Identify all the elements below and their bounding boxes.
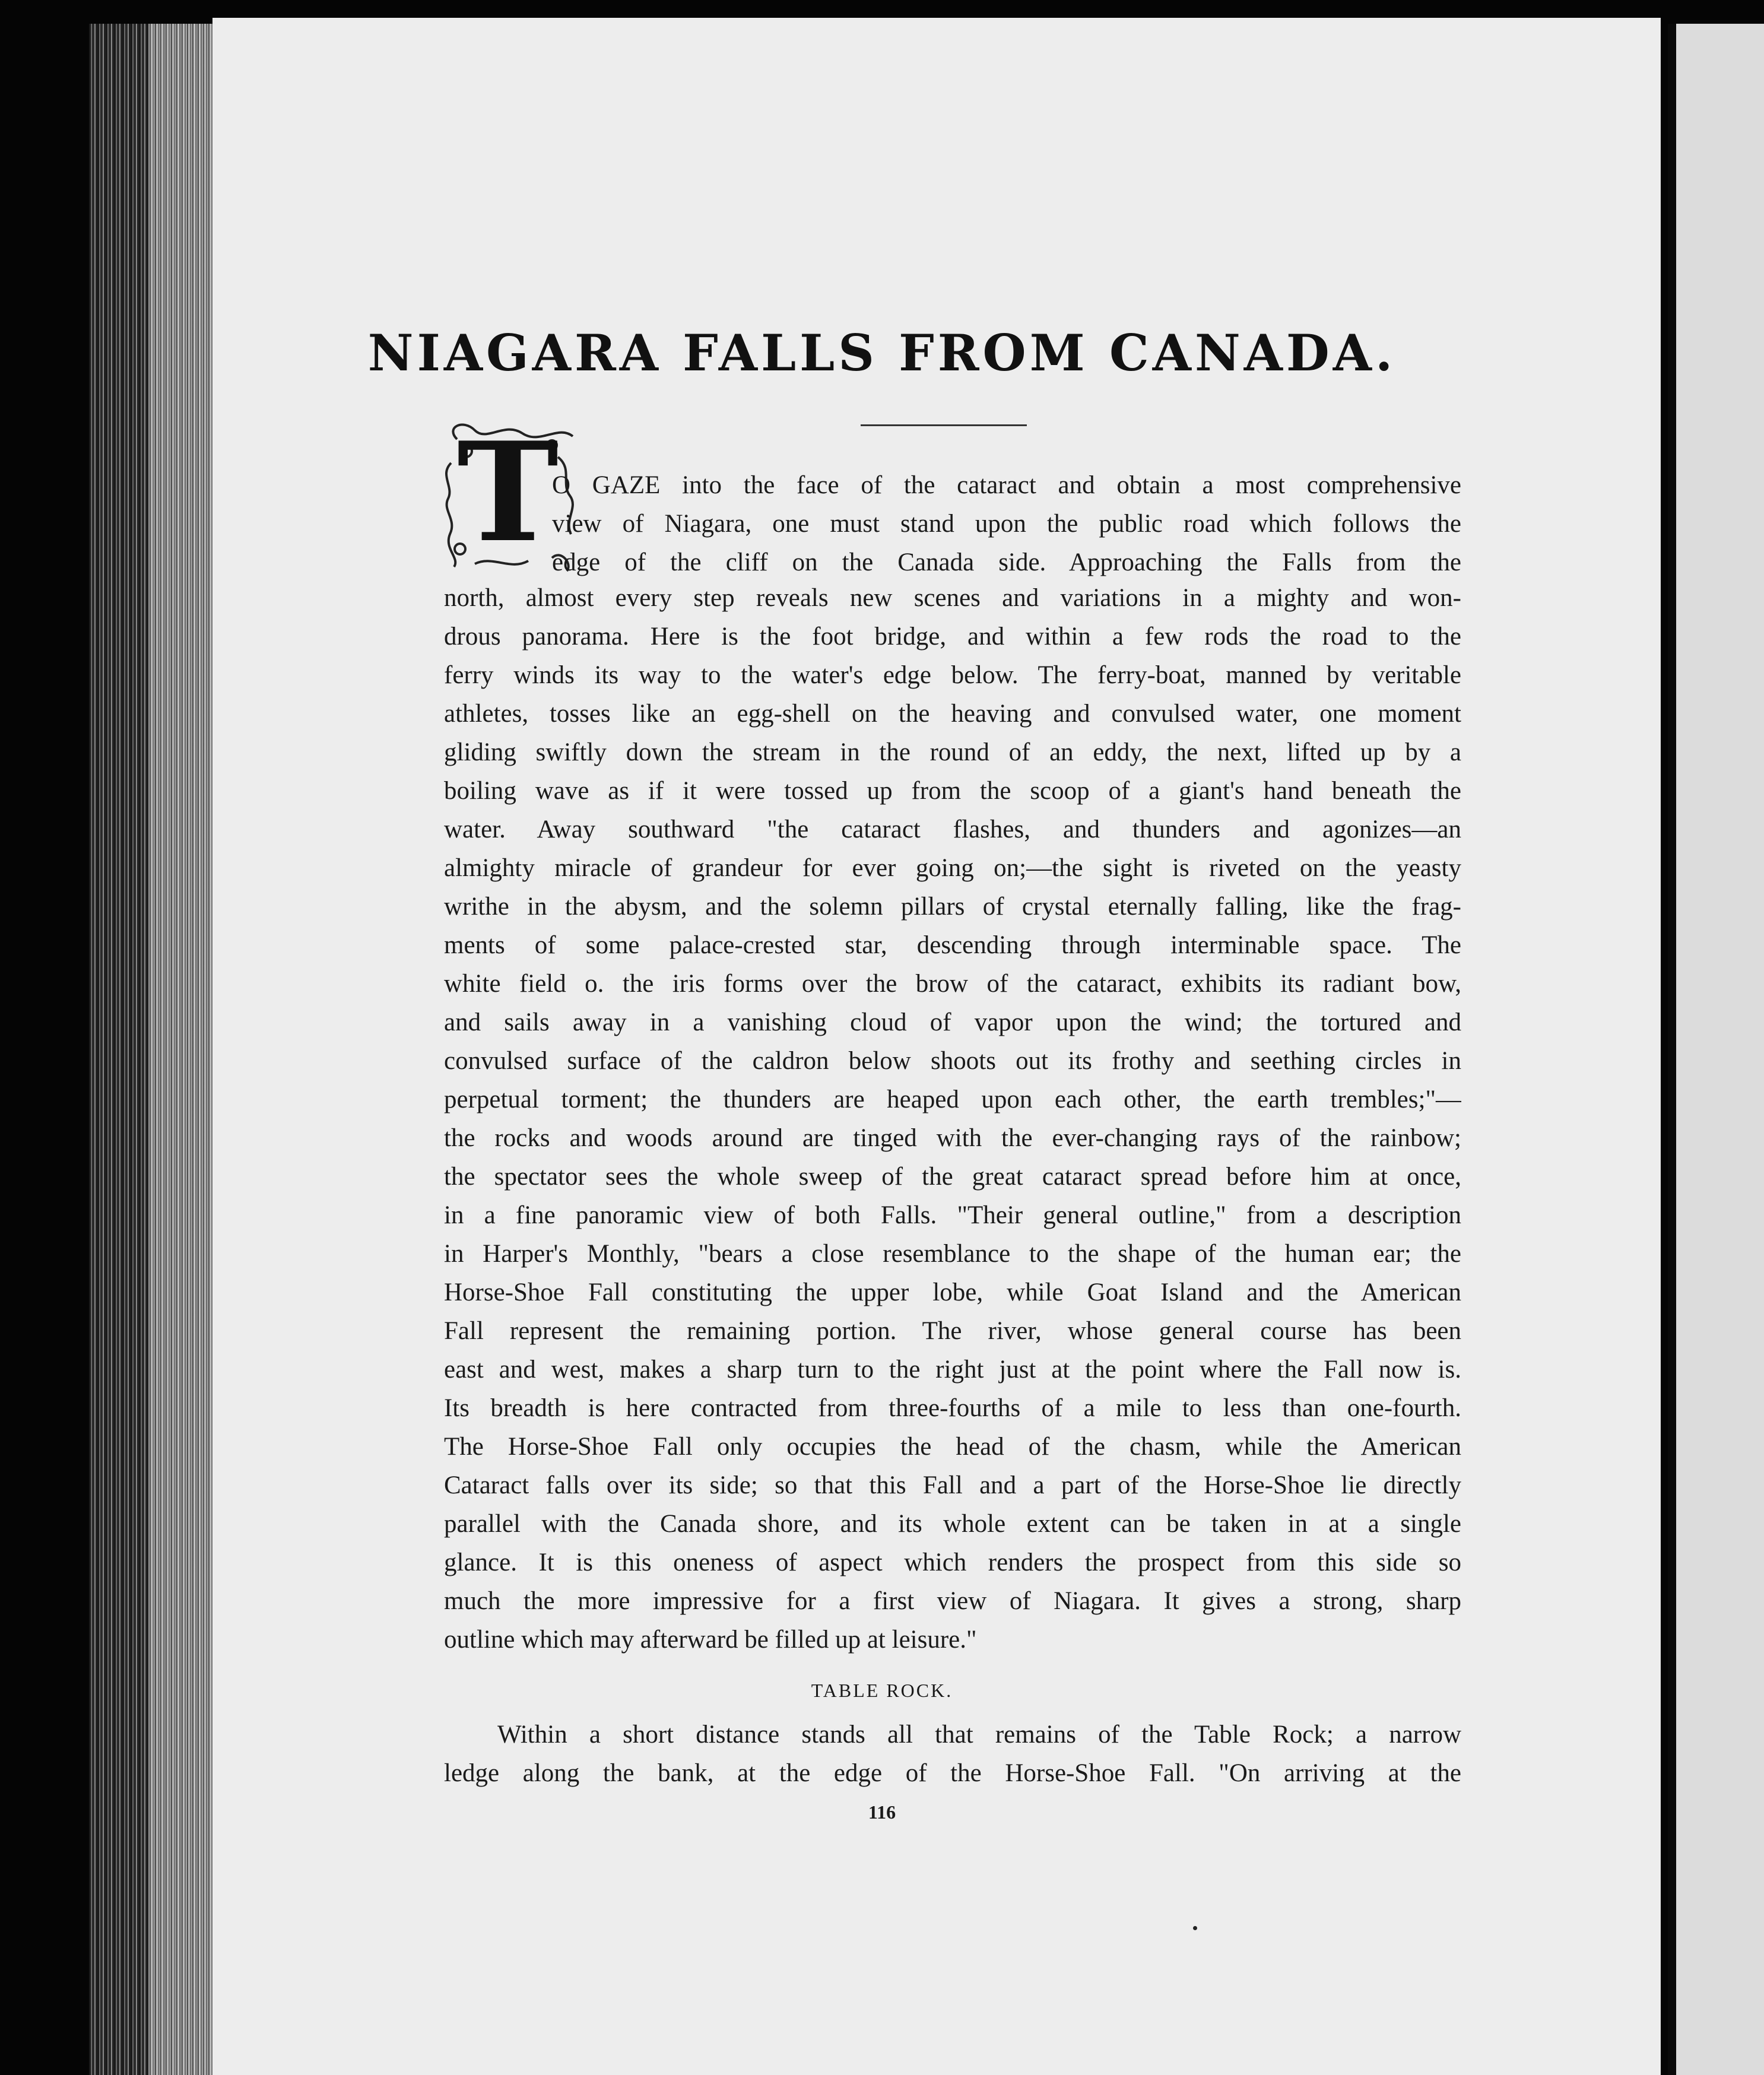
section-paragraph <box>444 1715 1461 1792</box>
text-line: O GAZE into the face of the cataract and obtain a most comprehensive <box>552 471 1461 499</box>
text-line: drous panorama. Here is the foot bridge, and within a few rods the road to the <box>444 623 1461 651</box>
print-speck <box>1193 1926 1197 1930</box>
text-line: and sails away in a vanishing cloud of vapor upon the wind; the tortured and <box>444 1008 1461 1036</box>
text-line: Cataract falls over its side; so that this Fall and a part of the Horse-Shoe lie directly <box>444 1471 1461 1499</box>
opening-lines <box>552 466 1461 582</box>
text-line: almighty miracle of grandeur for ever going on;—the sight is riveted on the yeasty <box>444 854 1461 882</box>
text-line: the spectator sees the whole sweep of the great cataract spread before him at once, <box>444 1163 1461 1191</box>
text-line: view of Niagara, one must stand upon the public road which follows the <box>552 510 1461 538</box>
text-line: the rocks and woods around are tinged with the ever-changing rays of the rainbow; <box>444 1124 1461 1152</box>
section-heading: TABLE ROCK. <box>811 1680 953 1701</box>
text-line: east and west, makes a sharp turn to the right just at the point where the Fall now is. <box>444 1356 1461 1384</box>
text-line: in a fine panoramic view of both Falls. "Their general outline," from a description <box>444 1201 1461 1229</box>
page-title: NIAGARA FALLS FROM CANADA. <box>367 323 1397 382</box>
text-line: writhe in the abysm, and the solemn pillars of crystal eternally falling, like the frag- <box>444 893 1461 921</box>
drop-cap-letter: T <box>457 413 559 573</box>
text-line: perpetual torment; the thunders are heaped upon each other, the earth trembles;"— <box>444 1086 1461 1113</box>
text-line: ledge along the bank, at the edge of the Horse-Shoe Fall. "On arriving at the <box>444 1759 1461 1787</box>
page-number: 116 <box>868 1801 896 1823</box>
text-line: The Horse-Shoe Fall only occupies the head of the chasm, while the American <box>444 1433 1461 1461</box>
text-line: ferry winds its way to the water's edge below. The ferry-boat, manned by veritable <box>444 661 1461 689</box>
text-line: glance. It is this oneness of aspect which renders the prospect from this side so <box>444 1549 1461 1576</box>
main-paragraph <box>444 579 1461 1659</box>
text-line: north, almost every step reveals new scenes and variations in a mighty and won- <box>444 584 1461 612</box>
text-line: Fall represent the remaining portion. The river, whose general course has been <box>444 1317 1461 1345</box>
text-line: water. Away southward "the cataract flashes, and thunders and agonizes—an <box>444 816 1461 843</box>
text-line: Its breadth is here contracted from three-fourths of a mile to less than one-fourth. <box>444 1394 1461 1422</box>
title-divider <box>861 424 1027 426</box>
text-line: outline which may afterward be filled up at leisure." <box>444 1626 977 1654</box>
text-line: edge of the cliff on the Canada side. Approaching the Falls from the <box>552 548 1461 576</box>
text-line: parallel with the Canada shore, and its whole extent can be taken in at a single <box>444 1510 1461 1538</box>
text-line: ments of some palace-crested star, descending through interminable space. The <box>444 931 1461 959</box>
text-line: athletes, tosses like an egg-shell on the heaving and convulsed water, one moment <box>444 700 1461 728</box>
text-line: white field o. the iris forms over the brow of the cataract, exhibits its radiant bow, <box>444 970 1461 998</box>
text-line: in Harper's Monthly, "bears a close resemblance to the shape of the human ear; the <box>444 1240 1461 1268</box>
text-line: convulsed surface of the caldron below shoots out its frothy and seething circles in <box>444 1047 1461 1075</box>
text-line: much the more impressive for a first view of Niagara. It gives a strong, sharp <box>444 1587 1461 1615</box>
text-line: boiling wave as if it were tossed up from the scoop of a giant's hand beneath the <box>444 777 1461 805</box>
text-line: gliding swiftly down the stream in the round of an eddy, the next, lifted up by a <box>444 738 1461 766</box>
text-line: Within a short distance stands all that remains of the Table Rock; a narrow <box>497 1721 1461 1749</box>
text-line: Horse-Shoe Fall constituting the upper lobe, while Goat Island and the American <box>444 1278 1461 1306</box>
